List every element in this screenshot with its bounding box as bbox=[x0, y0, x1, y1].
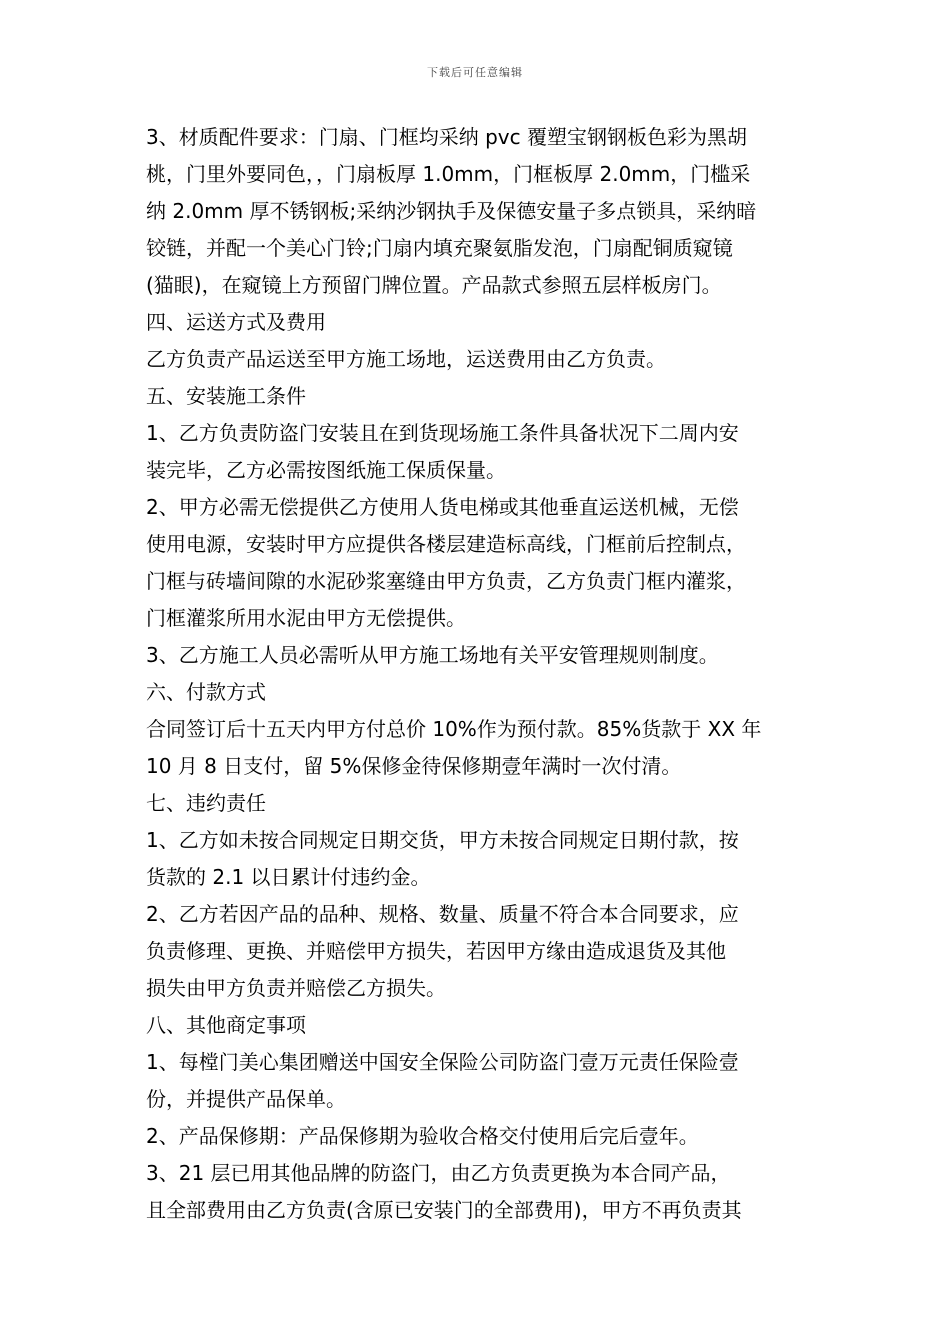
document-body bbox=[146, 119, 810, 1229]
text-line: (猫眼)，在窥镜上方预留门牌位置。产品款式参照五层样板房门。 bbox=[146, 273, 722, 297]
text-line: 门框灌浆所用水泥由甲方无偿提供。 bbox=[146, 606, 466, 630]
text-line: 货款的 2.1 以日累计付违约金。 bbox=[146, 865, 431, 889]
section-heading: 四、运送方式及费用 bbox=[146, 310, 326, 334]
text-line: 桃，门里外要同色，，门扇板厚 1.0mm，门框板厚 2.0mm，门槛采 bbox=[146, 162, 751, 186]
text-line: 1、乙方负责防盗门安装且在到货现场施工条件具备状况下二周内安 bbox=[146, 421, 739, 445]
text-line: 负责修理、更换、并赔偿甲方损失，若因甲方缘由造成退货及其他 bbox=[146, 939, 726, 963]
text-line: 10 月 8 日支付，留 5%保修金待保修期壹年满时一次付清。 bbox=[146, 754, 682, 778]
text-line: 损失由甲方负责并赔偿乙方损失。 bbox=[146, 976, 446, 1000]
section-heading: 五、安装施工条件 bbox=[146, 384, 306, 408]
section-heading: 七、违约责任 bbox=[146, 791, 266, 815]
text-line: 纳 2.0mm 厚不锈钢板;采纳沙钢执手及保德安量子多点锁具，采纳暗 bbox=[146, 199, 757, 223]
text-line: 份，并提供产品保单。 bbox=[146, 1087, 346, 1111]
text-line: 1、乙方如未按合同规定日期交货，甲方未按合同规定日期付款，按 bbox=[146, 828, 739, 852]
section-heading: 八、其他商定事项 bbox=[146, 1013, 306, 1037]
text-line: 3、乙方施工人员必需听从甲方施工场地有关平安管理规则制度。 bbox=[146, 643, 719, 667]
text-line: 2、乙方若因产品的品种、规格、数量、质量不符合本合同要求，应 bbox=[146, 902, 739, 926]
text-line: 合同签订后十五天内甲方付总价 10%作为预付款。85%货款于 XX 年 bbox=[146, 717, 762, 741]
text-line: 1、每樘门美心集团赠送中国安全保险公司防盗门壹万元责任保险壹 bbox=[146, 1050, 739, 1074]
text-line: 2、甲方必需无偿提供乙方使用人货电梯或其他垂直运送机械，无偿 bbox=[146, 495, 739, 519]
text-line: 3、21 层已用其他品牌的防盗门，由乙方负责更换为本合同产品， bbox=[146, 1161, 731, 1185]
text-line: 且全部费用由乙方负责(含原已安装门的全部费用)，甲方不再负责其 bbox=[146, 1198, 742, 1222]
text-line: 门框与砖墙间隙的水泥砂浆塞缝由甲方负责，乙方负责门框内灌浆， bbox=[146, 569, 746, 593]
page-header-note: 下载后可任意编辑 bbox=[427, 66, 523, 79]
section-heading: 六、付款方式 bbox=[146, 680, 266, 704]
text-line: 3、材质配件要求：门扇、门框均采纳 pvc 覆塑宝钢钢板色彩为黑胡 bbox=[146, 125, 747, 149]
text-line: 铰链，并配一个美心门铃;门扇内填充聚氨脂发泡，门扇配铜质窥镜 bbox=[146, 236, 733, 260]
text-line: 使用电源，安装时甲方应提供各楼层建造标高线，门框前后控制点， bbox=[146, 532, 746, 556]
text-line: 乙方负责产品运送至甲方施工场地，运送费用由乙方负责。 bbox=[146, 347, 666, 371]
text-line: 装完毕，乙方必需按图纸施工保质保量。 bbox=[146, 458, 506, 482]
text-line: 2、产品保修期：产品保修期为验收合格交付使用后完后壹年。 bbox=[146, 1124, 699, 1148]
